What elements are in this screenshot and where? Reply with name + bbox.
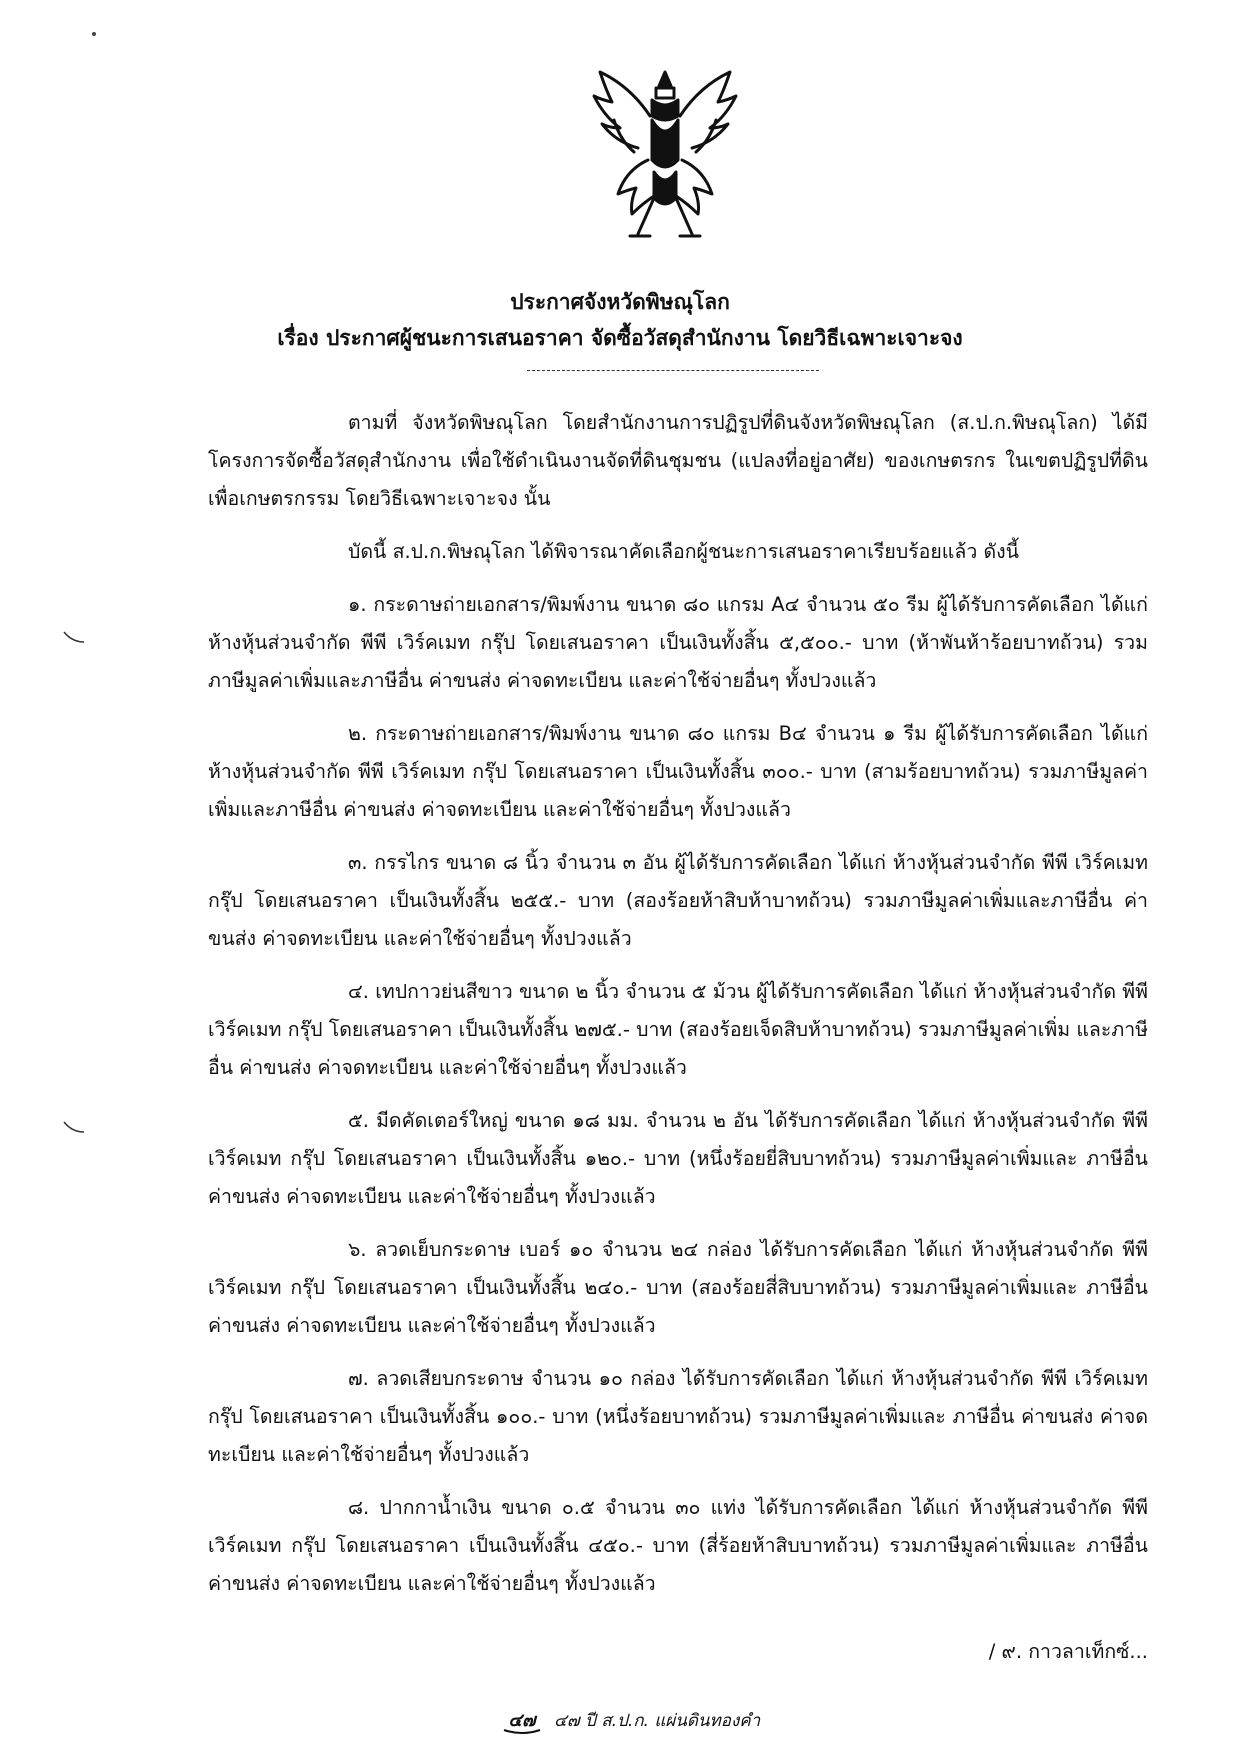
continuation-note: / ๙. กาวลาเท็กซ์... (988, 1640, 1148, 1663)
paragraph-item-7: ๗. ลวดเสียบกระดาษ จำนวน ๑๐ กล่อง ได้รับการคัดเลือก ได้แก่ ห้างหุ้นส่วนจำกัด พีพี เวิร์คเมท กรุ๊ป โดยเสนอราคา เป็นเงินทั้งสิ้น ๑๐๐.- บาท (หนึ่งร้อยบาทถ้วน) รวมภาษีมูลค่าเพิ่มและ ภาษีอื่น ค่าขนส่ง ค่าจดทะเบียน และค่าใช้จ่ายอื่นๆ ทั้งปวงแล้ว (208, 1367, 1148, 1466)
document-subject: เรื่อง ประกาศผู้ชนะการเสนอราคา จัดซื้อวัสดุสำนักงาน โดยวิธีเฉพาะเจาะจง (277, 326, 963, 350)
paragraph-item-3: ๓. กรรไกร ขนาด ๘ นิ้ว จำนวน ๓ อัน ผู้ได้รับการคัดเลือก ได้แก่ ห้างหุ้นส่วนจำกัด พีพี เวิร์คเมท กรุ๊ป โดยเสนอราคา เป็นเงินทั้งสิ้น ๒๕๕.- บาท (สองร้อยห้าสิบห้าบาทถ้วน) รวมภาษีมูลค่าเพิ่มและภาษีอื่น ค่าขนส่ง ค่าจดทะเบียน และค่าใช้จ่ายอื่นๆ ทั้งปวงแล้ว (208, 851, 1148, 950)
paragraph-item-8: ๘. ปากกาน้ำเงิน ขนาด ๐.๕ จำนวน ๓๐ แท่ง ได้รับการคัดเลือก ได้แก่ ห้างหุ้นส่วนจำกัด พีพี เวิร์คเมท กรุ๊ป โดยเสนอราคา เป็นเงินทั้งสิ้น ๔๕๐.- บาท (สี่ร้อยห้าสิบบาทถ้วน) รวมภาษีมูลค่าเพิ่มและ ภาษีอื่น ค่าขนส่ง ค่าจดทะเบียน และค่าใช้จ่ายอื่นๆ ทั้งปวงแล้ว (208, 1496, 1148, 1595)
garuda-emblem-icon (590, 60, 740, 250)
document-title: ประกาศจังหวัดพิษณุโลก (510, 290, 730, 314)
paragraph-item-5: ๕. มีดคัดเตอร์ใหญ่ ขนาด ๑๘ มม. จำนวน ๒ อัน ได้รับการคัดเลือก ได้แก่ ห้างหุ้นส่วนจำกัด พีพี เวิร์คเมท กรุ๊ป โดยเสนอราคา เป็นเงินทั้งสิ้น ๑๒๐.- บาท (หนึ่งร้อยยี่สิบบาทถ้วน) รวมภาษีมูลค่าเพิ่มและ ภาษีอื่น ค่าขนส่ง ค่าจดทะเบียน และค่าใช้จ่ายอื่นๆ ทั้งปวงแล้ว (208, 1109, 1148, 1208)
paragraph-item-4: ๔. เทปกาวย่นสีขาว ขนาด ๒ นิ้ว จำนวน ๕ ม้วน ผู้ได้รับการคัดเลือก ได้แก่ ห้างหุ้นส่วนจำกัด พีพี เวิร์คเมท กรุ๊ป โดยเสนอราคา เป็นเงินทั้งสิ้น ๒๗๕.- บาท (สองร้อยเจ็ดสิบห้าบาทถ้วน) รวมภาษีมูลค่าเพิ่ม และภาษีอื่น ค่าขนส่ง ค่าจดทะเบียน และค่าใช้จ่ายอื่นๆ ทั้งปวงแล้ว (208, 980, 1148, 1079)
scan-margin-mark (62, 1120, 86, 1134)
paragraph-announcement: บัดนี้ ส.ป.ก.พิษณุโลก ได้พิจารณาคัดเลือกผู้ชนะการเสนอราคาเรียบร้อยแล้ว ดังนี้ (348, 540, 1019, 563)
title-divider (527, 370, 819, 371)
paragraph-item-1: ๑. กระดาษถ่ายเอกสาร/พิมพ์งาน ขนาด ๘๐ แกรม A๔ จำนวน ๕๐ รีม ผู้ได้รับการคัดเลือก ได้แก่ ห้างหุ้นส่วนจำกัด พีพี เวิร์คเมท กรุ๊ป โดยเสนอราคา เป็นเงินทั้งสิ้น ๕,๕๐๐.- บาท (ห้าพันห้าร้อยบาทถ้วน) รวมภาษีมูลค่าเพิ่มและภาษีอื่น ค่าขนส่ง ค่าจดทะเบียน และค่าใช้จ่ายอื่นๆ ทั้งปวงแล้ว (208, 593, 1148, 692)
anniversary-logo-text: ๔๗ (508, 1710, 536, 1731)
footer-slogan-block (500, 1706, 760, 1734)
anniversary-logo-icon (500, 1706, 544, 1734)
paragraph-intro: ตามที่ จังหวัดพิษณุโลก โดยสำนักงานการปฏิรูปที่ดินจังหวัดพิษณุโลก (ส.ป.ก.พิษณุโลก) ได้มีโครงการจัดซื้อวัสดุสำนักงาน เพื่อใช้ดำเนินงานจัดที่ดินชุมชน (แปลงที่อยู่อาศัย) ของเกษตรกร ในเขตปฏิรูปที่ดินเพื่อเกษตรกรรม โดยวิธีเฉพาะเจาะจง นั้น (208, 411, 1148, 510)
scan-speck-mark (90, 30, 104, 40)
paragraph-item-6: ๖. ลวดเย็บกระดาษ เบอร์ ๑๐ จำนวน ๒๔ กล่อง ได้รับการคัดเลือก ได้แก่ ห้างหุ้นส่วนจำกัด พีพี เวิร์คเมท กรุ๊ป โดยเสนอราคา เป็นเงินทั้งสิ้น ๒๔๐.- บาท (สองร้อยสี่สิบบาทถ้วน) รวมภาษีมูลค่าเพิ่มและ ภาษีอื่น ค่าขนส่ง ค่าจดทะเบียน และค่าใช้จ่ายอื่นๆ ทั้งปวงแล้ว (208, 1238, 1148, 1337)
paragraph-item-2: ๒. กระดาษถ่ายเอกสาร/พิมพ์งาน ขนาด ๘๐ แกรม B๔ จำนวน ๑ รีม ผู้ได้รับการคัดเลือก ได้แก่ ห้างหุ้นส่วนจำกัด พีพี เวิร์คเมท กรุ๊ป โดยเสนอราคา เป็นเงินทั้งสิ้น ๓๐๐.- บาท (สามร้อยบาทถ้วน) รวมภาษีมูลค่าเพิ่มและภาษีอื่น ค่าขนส่ง ค่าจดทะเบียน และค่าใช้จ่ายอื่นๆ ทั้งปวงแล้ว (208, 722, 1148, 821)
scan-margin-mark (62, 630, 86, 644)
footer-slogan: ๔๗ ปี ส.ป.ก. แผ่นดินทองคำ (554, 1710, 761, 1731)
document-body (208, 404, 1148, 1618)
